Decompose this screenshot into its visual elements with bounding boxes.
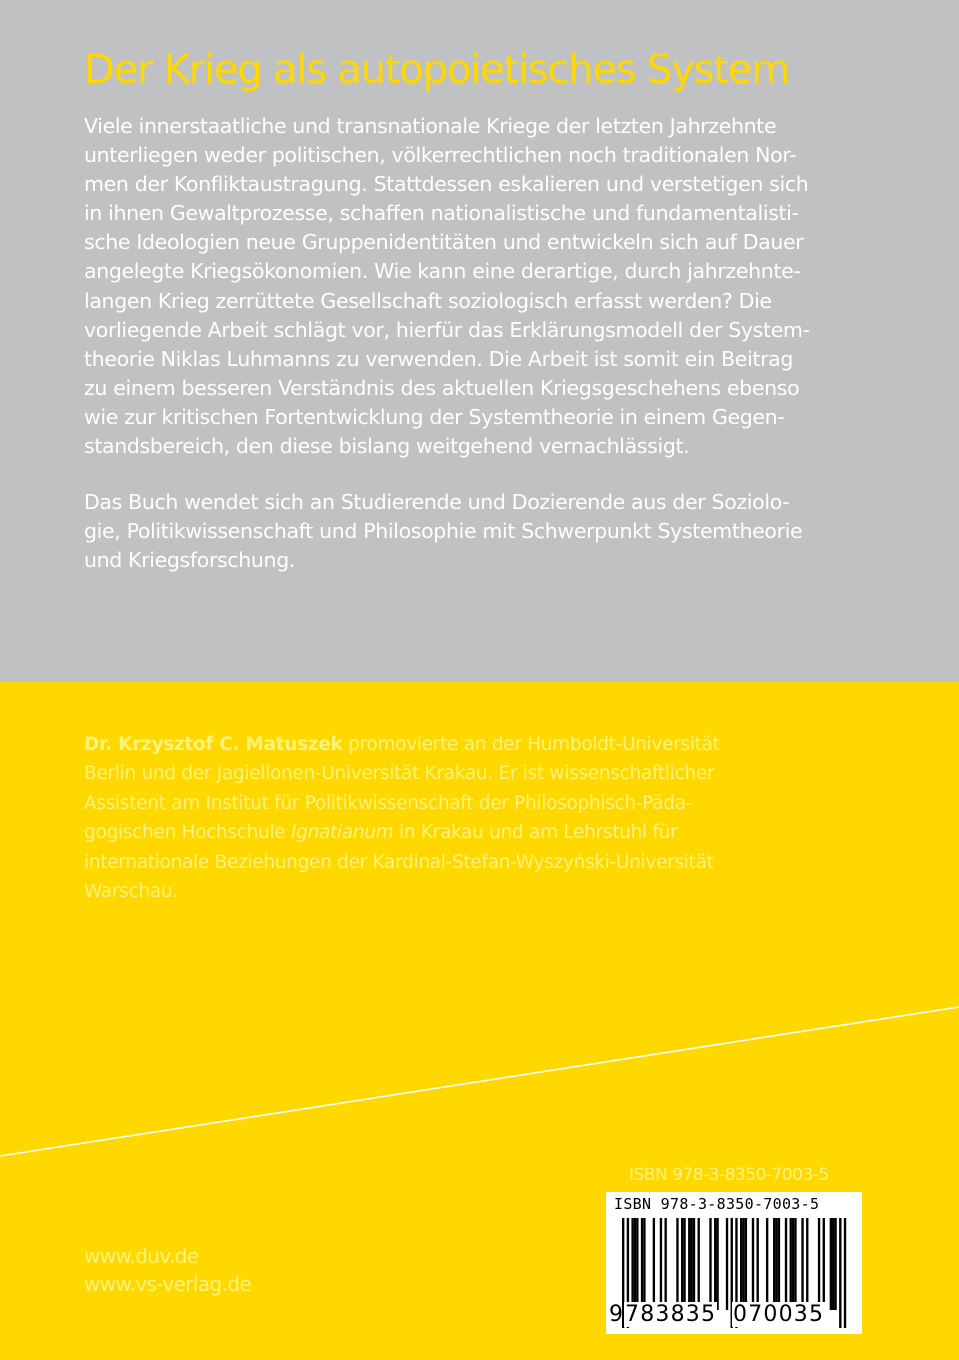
description-paragraph-1 <box>84 112 864 461</box>
text-line: zu einem besseren Verständnis des aktuellen Kriegsgeschehens ebenso <box>84 375 800 400</box>
barcode-bar <box>660 1218 662 1310</box>
barcode-bar <box>641 1218 643 1310</box>
barcode-bar <box>742 1218 744 1310</box>
barcode-bar <box>790 1218 792 1310</box>
barcode-bar <box>690 1218 692 1310</box>
url-vs-verlag[interactable]: www.vs-verlag.de <box>84 1272 252 1296</box>
barcode-bar <box>693 1218 695 1310</box>
barcode-bar <box>752 1218 754 1310</box>
barcode-bar <box>714 1218 716 1310</box>
institution-name: Ignatianum <box>290 822 394 844</box>
text-line: langen Krieg zerrüttete Gesellschaft soziologisch erfasst werden? Die <box>84 288 772 313</box>
barcode-bar <box>823 1218 825 1310</box>
barcode-bar <box>844 1218 846 1328</box>
barcode-bar <box>773 1218 775 1310</box>
barcode-bar <box>832 1218 834 1310</box>
barcode-bar <box>698 1218 700 1310</box>
barcode-bar <box>688 1218 690 1310</box>
barcode-bar <box>830 1218 832 1310</box>
barcode-lead-digit: 9 <box>609 1302 623 1327</box>
barcode-bar <box>634 1218 636 1310</box>
barcode-bar <box>709 1218 711 1310</box>
book-title: Der Krieg als autopoietisches System <box>84 47 789 93</box>
barcode-bar <box>740 1218 742 1310</box>
url-duv[interactable]: www.duv.de <box>84 1244 199 1268</box>
barcode-isbn-label: ISBN 978-3-8350-7003-5 <box>614 1195 820 1213</box>
barcode-bar <box>801 1218 803 1310</box>
bio-text: promovierte an der Humboldt-Universität <box>342 734 720 755</box>
text-line: Assistent am Institut für Politikwissenschaft der Philosophisch-Päda- <box>84 792 693 814</box>
barcode-bar <box>676 1218 678 1310</box>
barcode-bar <box>839 1218 841 1328</box>
author-name: Dr. Krzysztof C. Matuszek <box>84 734 343 755</box>
barcode-bar <box>636 1218 638 1310</box>
barcode-digits-right: 070035 <box>733 1302 825 1327</box>
barcode-bar <box>681 1218 683 1310</box>
barcode-bar <box>726 1218 728 1310</box>
text-line: sche Ideologien neue Gruppenidentitäten und entwickeln sich auf Dauer <box>84 230 804 255</box>
barcode-bar <box>664 1218 666 1310</box>
text-line: Berlin und der Jagiellonen-Universität Krakau. Er ist wissenschaftlicher <box>84 763 715 785</box>
barcode-bar <box>806 1218 808 1310</box>
barcode-bar <box>716 1218 718 1310</box>
description-paragraph-2 <box>84 488 864 575</box>
barcode-bar <box>683 1218 685 1310</box>
text-line: gie, Politikwissenschaft und Philosophie mit Schwerpunkt Systemtheorie <box>84 519 803 544</box>
barcode-bar <box>766 1218 768 1310</box>
publisher-urls <box>84 1242 251 1298</box>
barcode-bar <box>643 1218 645 1310</box>
barcode-bar <box>785 1218 787 1310</box>
text-line: Warschau. <box>84 881 178 903</box>
text-line: angelegte Kriegsökonomien. Wie kann eine derartige, durch jahrzehnte- <box>84 259 801 284</box>
barcode-bar <box>631 1218 633 1310</box>
barcode-bar <box>794 1218 796 1310</box>
barcode-bar <box>778 1218 780 1310</box>
text-line: internationale Beziehungen der Kardinal-Stefan-Wyszyński-Universität <box>84 851 714 873</box>
text-line: in ihnen Gewaltprozesse, schaffen nationalistische und fundamentalisti- <box>84 201 799 226</box>
text-line: vorliegende Arbeit schlägt vor, hierfür das Erklärungsmodell der System- <box>84 317 810 342</box>
text-line: Viele innerstaatliche und transnationale Kriege der letzten Jahrzehnte <box>84 114 777 138</box>
isbn-text: ISBN 978-3-8350-7003-5 <box>629 1165 829 1185</box>
text-line: unterliegen weder politischen, völkerrechtlichen noch traditionalen Nor- <box>84 143 797 168</box>
barcode-bar <box>792 1218 794 1310</box>
barcode-bar <box>653 1218 655 1310</box>
text-line: theorie Niklas Luhmanns zu verwenden. Die Arbeit ist somit ein Beitrag <box>84 346 794 371</box>
barcode-bar <box>818 1218 820 1310</box>
text-line: wie zur kritischen Fortentwicklung der Systemtheorie in einem Gegen- <box>84 404 785 429</box>
bio-text: in Krakau und am Lehrstuhl für <box>393 822 678 844</box>
barcode-bar <box>757 1218 759 1310</box>
text-line: und Kriegsforschung. <box>84 548 296 573</box>
text-line: men der Konfliktaustragung. Stattdessen eskalieren und verstetigen sich <box>84 172 809 197</box>
barcode-digits-left: 783835 <box>625 1302 717 1327</box>
text-line: Das Buch wendet sich an Studierende und Dozierende aus der Soziolo- <box>84 490 790 514</box>
barcode <box>606 1192 862 1334</box>
barcode-bar <box>745 1218 747 1310</box>
barcode-bar <box>775 1218 777 1310</box>
bio-text: gogischen Hochschule <box>84 822 291 844</box>
barcode-bar <box>834 1218 836 1310</box>
text-line: standsbereich, den diese bislang weitgehend vernachlässigt. <box>84 434 690 459</box>
